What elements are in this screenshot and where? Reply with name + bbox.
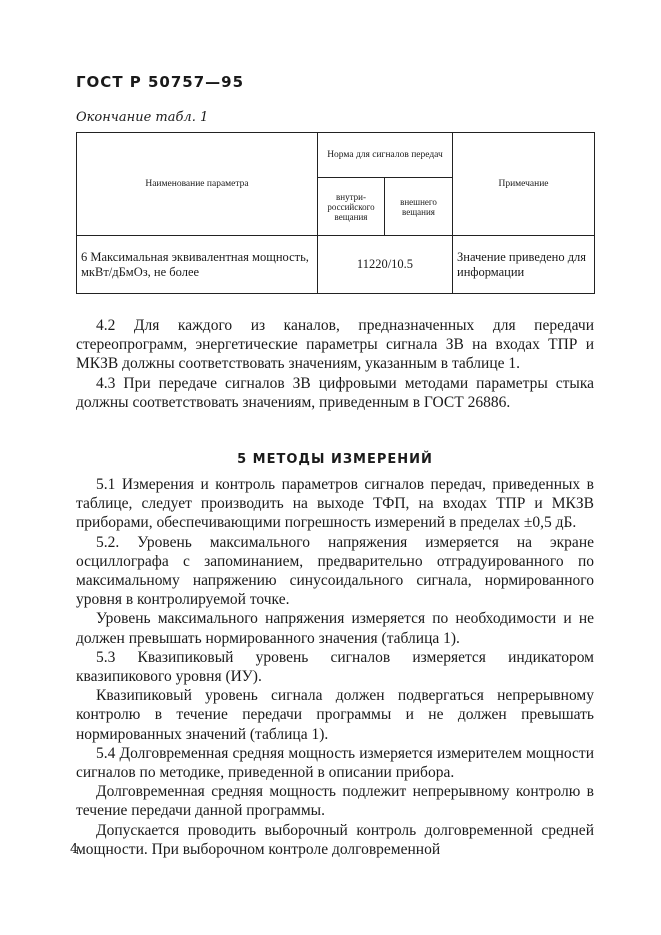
table-caption: Окончание табл. 1 <box>76 110 209 125</box>
header-norm-internal: внутри-российского вещания <box>318 178 385 236</box>
paragraph: Допускается проводить выборочный контроль долговременной средней мощности. При выборочном контроле долговременной <box>76 821 594 858</box>
section-4-text <box>76 316 594 412</box>
row-value: 11220/10.5 <box>318 236 453 294</box>
paragraph: Долговременная средняя мощность подлежит непрерывному контролю в течение передачи данной программы. <box>76 783 594 820</box>
paragraph: 4.2 Для каждого из каналов, предназначенных для передачи стереопрограмм, энергетические параметры сигнала ЗВ на входах ТПР и МКЗВ должны соответствовать значениям, указанным в таблице 1. <box>76 317 594 373</box>
paragraph: Квазипиковый уровень сигнала должен подвергаться непрерывному контролю в течение передачи программы и не должен превышать нормированных значений (таблица 1). <box>76 687 594 743</box>
paragraph: 5.4 Долговременная средняя мощность измеряется измерителем мощности сигналов по методике, приведенной в описании прибора. <box>76 744 594 782</box>
header-norm-external: внешнего вещания <box>385 178 453 236</box>
header-note: Примечание <box>453 133 595 236</box>
row-note: Значение приведено для информации <box>453 236 595 294</box>
paragraph: 5.1 Измерения и контроль параметров сигналов передач, приведенных в таблице, следует производить на выходе ТФП, на входах ТПР и МКЗВ приборами, обеспечивающими погрешность измерений в пределах ±0,5 дБ. <box>76 476 594 532</box>
page-number: 4 <box>70 842 79 857</box>
header-param-name: Наименование параметра <box>77 133 318 236</box>
table-row <box>77 236 595 294</box>
document-header: ГОСТ Р 50757—95 <box>76 73 245 91</box>
paragraph: 4.3 При передаче сигналов ЗВ цифровыми методами параметры стыка должны соответствовать значениям, приведенным в ГОСТ 26886. <box>76 374 594 411</box>
paragraph: 5.2. Уровень максимального напряжения измеряется на экране осциллографа с запоминанием, предварительно отградуированного по максимальному напряжению синусоидального сигнала, нормированного уровня в контролируемой точке. <box>76 533 594 609</box>
header-norm: Норма для сигналов передач <box>318 133 453 178</box>
section-5-text <box>76 475 594 859</box>
parameters-table <box>76 132 595 294</box>
row-param: 6 Максимальная эквивалентная мощность, мкВт/дБмОз, не более <box>77 236 318 294</box>
section-5-title: 5 МЕТОДЫ ИЗМЕРЕНИЙ <box>237 452 433 467</box>
paragraph: Уровень максимального напряжения измеряется по необходимости и не должен превышать нормированного значения (таблица 1). <box>76 610 594 647</box>
paragraph: 5.3 Квазипиковый уровень сигналов измеряется индикатором квазипикового уровня (ИУ). <box>76 648 594 686</box>
